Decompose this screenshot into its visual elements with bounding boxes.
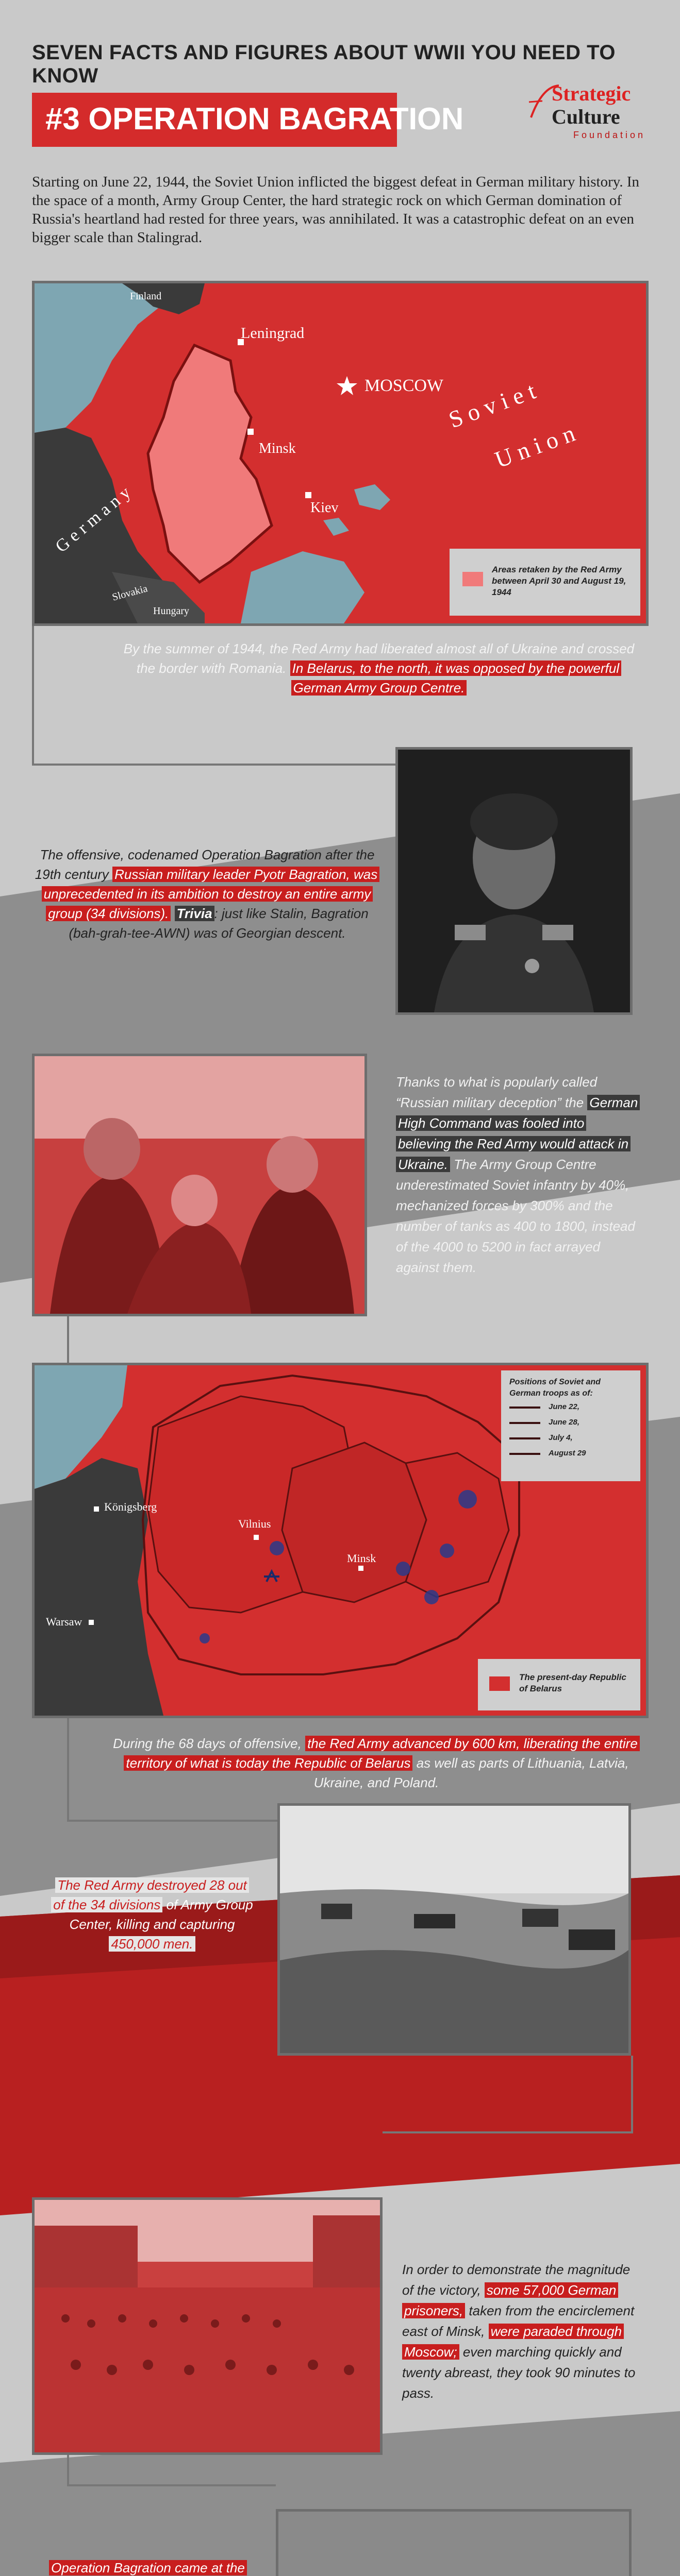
- caption-4-p1: During the 68 days of offensive,: [113, 1736, 302, 1751]
- legend-item-3: July 4,: [549, 1433, 573, 1442]
- caption-6: [402, 2259, 644, 2403]
- legend-item-1: June 22,: [549, 1402, 580, 1411]
- legend-swatch-retaken: [462, 572, 483, 586]
- caption-7-highlight: Operation Bagration came at the: [34, 2560, 262, 2576]
- caption-3-p1: Thanks to what is popularly called “Russian military deception” the: [396, 1074, 598, 1110]
- label-vilnius: Vilnius: [238, 1517, 271, 1530]
- destruction-photo-graphic: [280, 1806, 628, 2053]
- connector-line: [67, 1718, 69, 1821]
- label-konigsberg: Königsberg: [104, 1500, 157, 1513]
- connector-line: [383, 2131, 633, 2133]
- label-finland: Finland: [130, 291, 162, 302]
- map-1-soviet-union: [32, 281, 649, 626]
- caption-3-highlight: German High Command was fooled into believing the Red Army would attack in Ukraine.: [396, 1095, 640, 1172]
- label-germany: G e r m a n y: [52, 483, 135, 556]
- caption-6-highlight-1: some 57,000 German prisoners,: [402, 2282, 618, 2318]
- legend-item-4: August 29: [549, 1449, 586, 1458]
- caption-1: [119, 639, 639, 698]
- connector-line: [631, 2056, 633, 2133]
- caption-6-p3: even marching quickly and twenty abreast, they took 90 minutes to pass.: [402, 2344, 636, 2401]
- label-moscow: MOSCOW: [364, 376, 444, 395]
- label-soviet: S o v i e t: [445, 377, 539, 433]
- caption-4-p2: as well as parts of Lithuania, Latvia, Ukraine, and Poland.: [313, 1755, 629, 1790]
- caption-6-p1: In order to demonstrate the magnitude of the victory,: [402, 2262, 631, 2298]
- caption-5-p1: of Army Group Center, killing and capturing: [69, 1897, 253, 1932]
- caption-2-p2: : just like Stalin, Bagration (bah-grah-tee-AWN) was of Georgian descent.: [69, 906, 369, 941]
- label-minsk-2: Minsk: [347, 1552, 376, 1565]
- legend-line-3: [509, 1437, 540, 1439]
- caption-7: [32, 2558, 264, 2576]
- portrait-graphic: [398, 750, 630, 1012]
- officers-photo: [32, 1054, 367, 1316]
- minsk-marker: [247, 429, 254, 435]
- caption-2-trivia-label: Trivia: [175, 906, 214, 921]
- label-slovakia: Slovakia: [111, 583, 149, 603]
- connector-line: [67, 2484, 276, 2486]
- caption-5-highlight-2: 450,000 men.: [109, 1936, 195, 1952]
- parade-photo-graphic: [35, 2200, 380, 2452]
- soldiers-photo-graphic: [278, 2512, 629, 2576]
- caption-6-p2: taken from the encirclement east of Minsk,: [402, 2303, 635, 2339]
- legend-item-2: June 28,: [549, 1418, 580, 1427]
- label-union: U n i o n: [491, 420, 578, 473]
- map-2-legend-belarus: [478, 1659, 640, 1710]
- label-hungary: Hungary: [153, 605, 189, 617]
- connector-line: [32, 764, 395, 766]
- soldiers-photo: [276, 2509, 632, 2576]
- connector-line: [32, 626, 34, 765]
- page-title: SEVEN FACTS AND FIGURES ABOUT WWII YOU NEED TO KNOW: [32, 41, 616, 87]
- front-line-june-28: [282, 1443, 426, 1602]
- logo-line-3: Foundation: [573, 130, 646, 140]
- legend-line-4: [509, 1453, 540, 1455]
- label-kiev: Kiev: [310, 500, 339, 516]
- caption-4: [108, 1734, 644, 1792]
- label-minsk: Minsk: [259, 440, 296, 456]
- legend-line-2: [509, 1422, 540, 1424]
- officers-photo-graphic: [35, 1056, 364, 1314]
- connector-line: [67, 1820, 277, 1822]
- caption-1-plain: By the summer of 1944, the Red Army had liberated almost all of Ukraine and crossed the border with Romania.: [123, 641, 635, 676]
- caption-3-p2: The Army Group Centre underestimated Soviet infantry by 40%, mechanized forces by 300% and the number of tanks as 400 to 1800, instead of the 4000 to 5200 in fact arrayed against them.: [396, 1157, 635, 1275]
- map-2-belarus: [32, 1363, 649, 1718]
- logo-line-2: Culture: [552, 105, 620, 128]
- caption-5: [49, 1875, 255, 1954]
- connector-line: [67, 2455, 69, 2486]
- caption-2-highlight: Russian military leader Pyotr Bagration, was unprecedented in its ambition to destroy an entire army group (34 divisions).: [42, 867, 379, 921]
- caption-2: [32, 845, 383, 943]
- caption-1-highlight: In Belarus, to the north, it was opposed by the powerful German Army Group Centre.: [290, 660, 622, 696]
- caption-3: [396, 1072, 638, 1278]
- intro-paragraph: Starting on June 22, 1944, the Soviet Union inflicted the biggest defeat in German military history. In the space of a month, Army Group Center, the hard strategic rock on which German domination of Russia's heartland had rested for three years, was annihilated. It was a catastrophic defeat on an even bigger scale than Stalingrad.: [32, 174, 640, 246]
- caption-5-highlight-1: The Red Army destroyed 28 out of the 34 divisions: [51, 1877, 249, 1912]
- legend-line-1: [509, 1406, 540, 1409]
- section-title: #3 OPERATION BAGRATION: [45, 101, 464, 136]
- caption-2-p1: The offensive, codenamed Operation Bagration after the 19th century: [35, 847, 375, 882]
- legend-swatch-belarus: [489, 1676, 510, 1691]
- parade-photo: [32, 2197, 383, 2455]
- label-warsaw: Warsaw: [46, 1615, 82, 1628]
- legend-belarus-text: The present-day Republic of Belarus: [519, 1672, 626, 1693]
- connector-line: [67, 1316, 69, 1363]
- destruction-photo: [277, 1803, 631, 2056]
- map-2-legend-title: Positions of Soviet and German troops as of:: [509, 1378, 601, 1398]
- label-leningrad: Leningrad: [241, 325, 305, 342]
- map-1-legend-text: Areas retaken by the Red Army between April 30 and August 19, 1944: [492, 565, 626, 597]
- logo-line-1: Strategic: [552, 82, 631, 105]
- kiev-marker: [305, 492, 311, 498]
- map-2-legend: [501, 1370, 640, 1481]
- caption-4-highlight: the Red Army advanced by 600 km, liberating the entire territory of what is today the Republic of Belarus: [124, 1736, 639, 1771]
- caption-6-highlight-2: were paraded through Moscow;: [402, 2324, 624, 2360]
- map-1-legend: [450, 549, 640, 616]
- bagration-portrait: [395, 747, 633, 1015]
